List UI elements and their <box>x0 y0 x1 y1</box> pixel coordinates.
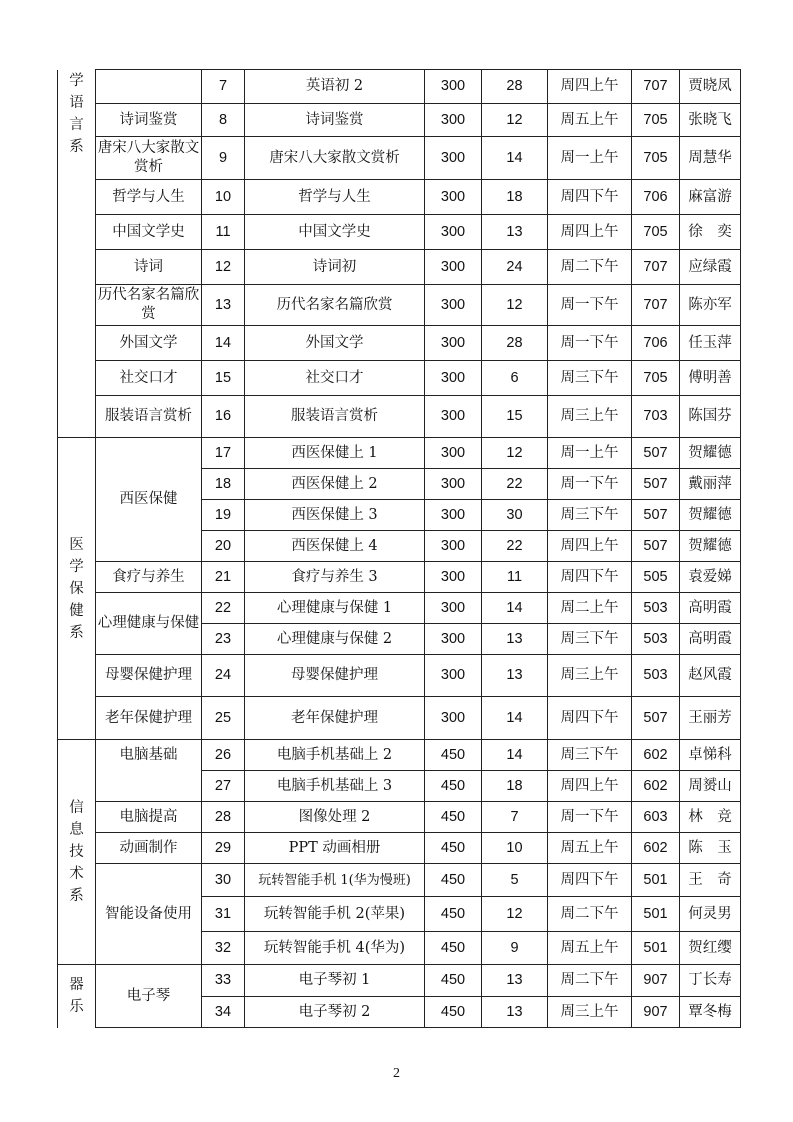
class-time: 周一下午 <box>548 285 632 326</box>
course-name: 食疗与养生 3 <box>245 562 425 593</box>
category-cell: 历代名家名篇欣赏 <box>96 285 202 326</box>
course-schedule-table <box>57 69 741 1028</box>
class-time: 周四下午 <box>548 562 632 593</box>
course-name: 中国文学史 <box>245 215 425 250</box>
enrollment-count: 18 <box>482 180 548 215</box>
class-time: 周一上午 <box>548 137 632 180</box>
course-number: 33 <box>202 965 245 997</box>
course-fee: 450 <box>425 897 482 932</box>
table-row <box>58 593 741 624</box>
teacher-name: 张晓飞 <box>680 104 741 137</box>
course-fee: 300 <box>425 500 482 531</box>
course-name: 哲学与人生 <box>245 180 425 215</box>
table-row <box>58 215 741 250</box>
course-fee: 300 <box>425 137 482 180</box>
course-name: 图像处理 2 <box>245 802 425 833</box>
table-row <box>58 361 741 396</box>
enrollment-count: 6 <box>482 361 548 396</box>
category-cell: 西医保健 <box>96 438 202 562</box>
category-cell: 外国文学 <box>96 326 202 361</box>
teacher-name: 贺耀德 <box>680 500 741 531</box>
course-name: 英语初 2 <box>245 70 425 104</box>
room-number: 706 <box>632 180 680 215</box>
enrollment-count: 13 <box>482 624 548 655</box>
enrollment-count: 28 <box>482 70 548 104</box>
class-time: 周三上午 <box>548 396 632 438</box>
class-time: 周二上午 <box>548 593 632 624</box>
teacher-name: 覃冬梅 <box>680 997 741 1028</box>
room-number: 507 <box>632 500 680 531</box>
room-number: 703 <box>632 396 680 438</box>
class-time: 周一下午 <box>548 326 632 361</box>
enrollment-count: 13 <box>482 997 548 1028</box>
category-cell: 社交口才 <box>96 361 202 396</box>
course-number: 14 <box>202 326 245 361</box>
teacher-name: 周赟山 <box>680 771 741 802</box>
course-number: 17 <box>202 438 245 469</box>
class-time: 周四上午 <box>548 70 632 104</box>
department-cell: 学语言系 <box>58 70 96 438</box>
room-number: 907 <box>632 997 680 1028</box>
course-number: 13 <box>202 285 245 326</box>
room-number: 705 <box>632 215 680 250</box>
category-cell: 电子琴 <box>96 965 202 1028</box>
course-fee: 300 <box>425 531 482 562</box>
room-number: 707 <box>632 250 680 285</box>
class-time: 周三下午 <box>548 740 632 771</box>
enrollment-count: 14 <box>482 137 548 180</box>
course-name: 电子琴初 2 <box>245 997 425 1028</box>
class-time: 周二下午 <box>548 897 632 932</box>
course-fee: 300 <box>425 180 482 215</box>
course-name: 心理健康与保健 1 <box>245 593 425 624</box>
course-number: 22 <box>202 593 245 624</box>
teacher-name: 贾晓凤 <box>680 70 741 104</box>
course-fee: 450 <box>425 802 482 833</box>
course-number: 8 <box>202 104 245 137</box>
course-number: 19 <box>202 500 245 531</box>
enrollment-count: 15 <box>482 396 548 438</box>
enrollment-count: 5 <box>482 864 548 897</box>
room-number: 706 <box>632 326 680 361</box>
course-fee: 300 <box>425 361 482 396</box>
category-cell: 电脑基础 <box>96 740 202 802</box>
enrollment-count: 12 <box>482 438 548 469</box>
category-cell: 母婴保健护理 <box>96 655 202 697</box>
department-cell: 医学保健系 <box>58 438 96 740</box>
table-row <box>58 137 741 180</box>
enrollment-count: 12 <box>482 104 548 137</box>
table-row <box>58 740 741 771</box>
course-number: 31 <box>202 897 245 932</box>
course-number: 23 <box>202 624 245 655</box>
course-number: 32 <box>202 932 245 965</box>
category-cell: 诗词 <box>96 250 202 285</box>
course-name: 西医保健上 3 <box>245 500 425 531</box>
table-row <box>58 833 741 864</box>
teacher-name: 陈 玉 <box>680 833 741 864</box>
course-name: 历代名家名篇欣赏 <box>245 285 425 326</box>
course-name: 电子琴初 1 <box>245 965 425 997</box>
course-name: 西医保健上 1 <box>245 438 425 469</box>
table-row <box>58 562 741 593</box>
room-number: 503 <box>632 655 680 697</box>
room-number: 705 <box>632 361 680 396</box>
class-time: 周三上午 <box>548 655 632 697</box>
class-time: 周五上午 <box>548 932 632 965</box>
course-number: 30 <box>202 864 245 897</box>
class-time: 周四上午 <box>548 771 632 802</box>
page-number: 2 <box>393 1066 400 1081</box>
class-time: 周三下午 <box>548 361 632 396</box>
table-row <box>58 104 741 137</box>
course-fee: 450 <box>425 997 482 1028</box>
class-time: 周四下午 <box>548 180 632 215</box>
room-number: 602 <box>632 833 680 864</box>
teacher-name: 戴丽萍 <box>680 469 741 500</box>
teacher-name: 高明霞 <box>680 593 741 624</box>
teacher-name: 高明霞 <box>680 624 741 655</box>
course-number: 20 <box>202 531 245 562</box>
teacher-name: 林 竞 <box>680 802 741 833</box>
course-name: PPT 动画相册 <box>245 833 425 864</box>
class-time: 周三上午 <box>548 997 632 1028</box>
enrollment-count: 14 <box>482 697 548 740</box>
course-fee: 450 <box>425 864 482 897</box>
department-cell: 器乐 <box>58 965 96 1028</box>
enrollment-count: 28 <box>482 326 548 361</box>
teacher-name: 任玉萍 <box>680 326 741 361</box>
teacher-name: 陈亦军 <box>680 285 741 326</box>
course-number: 11 <box>202 215 245 250</box>
table-row <box>58 965 741 997</box>
category-cell: 食疗与养生 <box>96 562 202 593</box>
course-number: 10 <box>202 180 245 215</box>
course-fee: 300 <box>425 326 482 361</box>
enrollment-count: 30 <box>482 500 548 531</box>
teacher-name: 赵风霞 <box>680 655 741 697</box>
category-cell: 心理健康与保健 <box>96 593 202 655</box>
enrollment-count: 22 <box>482 469 548 500</box>
course-number: 15 <box>202 361 245 396</box>
category-cell: 老年保健护理 <box>96 697 202 740</box>
table-row <box>58 180 741 215</box>
category-cell: 服装语言赏析 <box>96 396 202 438</box>
table-row <box>58 864 741 897</box>
course-name: 玩转智能手机 1(华为慢班) <box>245 864 425 897</box>
enrollment-count: 12 <box>482 285 548 326</box>
enrollment-count: 12 <box>482 897 548 932</box>
category-cell: 诗词鉴赏 <box>96 104 202 137</box>
teacher-name: 贺红缨 <box>680 932 741 965</box>
course-number: 12 <box>202 250 245 285</box>
course-number: 27 <box>202 771 245 802</box>
course-fee: 300 <box>425 562 482 593</box>
room-number: 907 <box>632 965 680 997</box>
course-number: 34 <box>202 997 245 1028</box>
room-number: 507 <box>632 438 680 469</box>
course-name: 电脑手机基础上 2 <box>245 740 425 771</box>
course-number: 21 <box>202 562 245 593</box>
teacher-name: 丁长寿 <box>680 965 741 997</box>
course-fee: 450 <box>425 771 482 802</box>
teacher-name: 贺耀德 <box>680 438 741 469</box>
category-cell: 电脑提高 <box>96 802 202 833</box>
enrollment-count: 11 <box>482 562 548 593</box>
table-row <box>58 697 741 740</box>
course-name: 心理健康与保健 2 <box>245 624 425 655</box>
class-time: 周四下午 <box>548 864 632 897</box>
course-fee: 300 <box>425 438 482 469</box>
teacher-name: 王丽芳 <box>680 697 741 740</box>
course-name: 老年保健护理 <box>245 697 425 740</box>
class-time: 周四上午 <box>548 531 632 562</box>
teacher-name: 应绿霞 <box>680 250 741 285</box>
table-row <box>58 326 741 361</box>
category-cell: 智能设备使用 <box>96 864 202 965</box>
room-number: 707 <box>632 70 680 104</box>
table-row <box>58 396 741 438</box>
teacher-name: 周慧华 <box>680 137 741 180</box>
room-number: 505 <box>632 562 680 593</box>
course-name: 诗词鉴赏 <box>245 104 425 137</box>
table-row <box>58 802 741 833</box>
course-fee: 300 <box>425 624 482 655</box>
course-name: 外国文学 <box>245 326 425 361</box>
course-fee: 300 <box>425 215 482 250</box>
course-fee: 450 <box>425 740 482 771</box>
room-number: 602 <box>632 740 680 771</box>
course-name: 唐宋八大家散文赏析 <box>245 137 425 180</box>
category-cell: 唐宋八大家散文赏析 <box>96 137 202 180</box>
course-name: 电脑手机基础上 3 <box>245 771 425 802</box>
class-time: 周五上午 <box>548 104 632 137</box>
course-fee: 450 <box>425 965 482 997</box>
course-fee: 300 <box>425 593 482 624</box>
table-row <box>58 438 741 469</box>
class-time: 周五上午 <box>548 833 632 864</box>
room-number: 507 <box>632 531 680 562</box>
room-number: 503 <box>632 624 680 655</box>
teacher-name: 麻富游 <box>680 180 741 215</box>
course-number: 18 <box>202 469 245 500</box>
room-number: 705 <box>632 104 680 137</box>
enrollment-count: 14 <box>482 740 548 771</box>
course-name: 玩转智能手机 2(苹果) <box>245 897 425 932</box>
teacher-name: 王 奇 <box>680 864 741 897</box>
category-cell: 哲学与人生 <box>96 180 202 215</box>
enrollment-count: 22 <box>482 531 548 562</box>
course-name: 服装语言赏析 <box>245 396 425 438</box>
course-fee: 300 <box>425 285 482 326</box>
course-name: 社交口才 <box>245 361 425 396</box>
course-number: 25 <box>202 697 245 740</box>
course-number: 29 <box>202 833 245 864</box>
room-number: 501 <box>632 897 680 932</box>
room-number: 507 <box>632 469 680 500</box>
table-row <box>58 250 741 285</box>
course-fee: 300 <box>425 469 482 500</box>
course-fee: 300 <box>425 104 482 137</box>
room-number: 705 <box>632 137 680 180</box>
course-number: 7 <box>202 70 245 104</box>
course-number: 16 <box>202 396 245 438</box>
class-time: 周二下午 <box>548 250 632 285</box>
class-time: 周一下午 <box>548 802 632 833</box>
enrollment-count: 13 <box>482 215 548 250</box>
teacher-name: 何灵男 <box>680 897 741 932</box>
enrollment-count: 7 <box>482 802 548 833</box>
room-number: 503 <box>632 593 680 624</box>
teacher-name: 贺耀德 <box>680 531 741 562</box>
enrollment-count: 24 <box>482 250 548 285</box>
class-time: 周一下午 <box>548 469 632 500</box>
category-cell: 中国文学史 <box>96 215 202 250</box>
course-fee: 300 <box>425 70 482 104</box>
course-number: 26 <box>202 740 245 771</box>
teacher-name: 袁爱娣 <box>680 562 741 593</box>
class-time: 周三下午 <box>548 624 632 655</box>
enrollment-count: 10 <box>482 833 548 864</box>
class-time: 周一上午 <box>548 438 632 469</box>
course-number: 9 <box>202 137 245 180</box>
course-number: 28 <box>202 802 245 833</box>
class-time: 周四上午 <box>548 215 632 250</box>
teacher-name: 徐 奕 <box>680 215 741 250</box>
class-time: 周二下午 <box>548 965 632 997</box>
course-fee: 450 <box>425 833 482 864</box>
room-number: 501 <box>632 932 680 965</box>
course-fee: 300 <box>425 697 482 740</box>
course-fee: 300 <box>425 396 482 438</box>
course-name: 西医保健上 4 <box>245 531 425 562</box>
table-row <box>58 70 741 104</box>
course-name: 母婴保健护理 <box>245 655 425 697</box>
category-cell <box>96 70 202 104</box>
course-fee: 300 <box>425 655 482 697</box>
enrollment-count: 14 <box>482 593 548 624</box>
enrollment-count: 13 <box>482 965 548 997</box>
room-number: 603 <box>632 802 680 833</box>
table-row <box>58 655 741 697</box>
course-name: 诗词初 <box>245 250 425 285</box>
course-number: 24 <box>202 655 245 697</box>
department-cell: 信息技术系 <box>58 740 96 965</box>
enrollment-count: 13 <box>482 655 548 697</box>
course-fee: 450 <box>425 932 482 965</box>
course-fee: 300 <box>425 250 482 285</box>
enrollment-count: 9 <box>482 932 548 965</box>
class-time: 周四下午 <box>548 697 632 740</box>
room-number: 507 <box>632 697 680 740</box>
course-name: 玩转智能手机 4(华为) <box>245 932 425 965</box>
room-number: 501 <box>632 864 680 897</box>
enrollment-count: 18 <box>482 771 548 802</box>
class-time: 周三下午 <box>548 500 632 531</box>
course-name: 西医保健上 2 <box>245 469 425 500</box>
table-row <box>58 285 741 326</box>
category-cell: 动画制作 <box>96 833 202 864</box>
room-number: 707 <box>632 285 680 326</box>
teacher-name: 卓悌科 <box>680 740 741 771</box>
teacher-name: 傅明善 <box>680 361 741 396</box>
teacher-name: 陈国芬 <box>680 396 741 438</box>
room-number: 602 <box>632 771 680 802</box>
